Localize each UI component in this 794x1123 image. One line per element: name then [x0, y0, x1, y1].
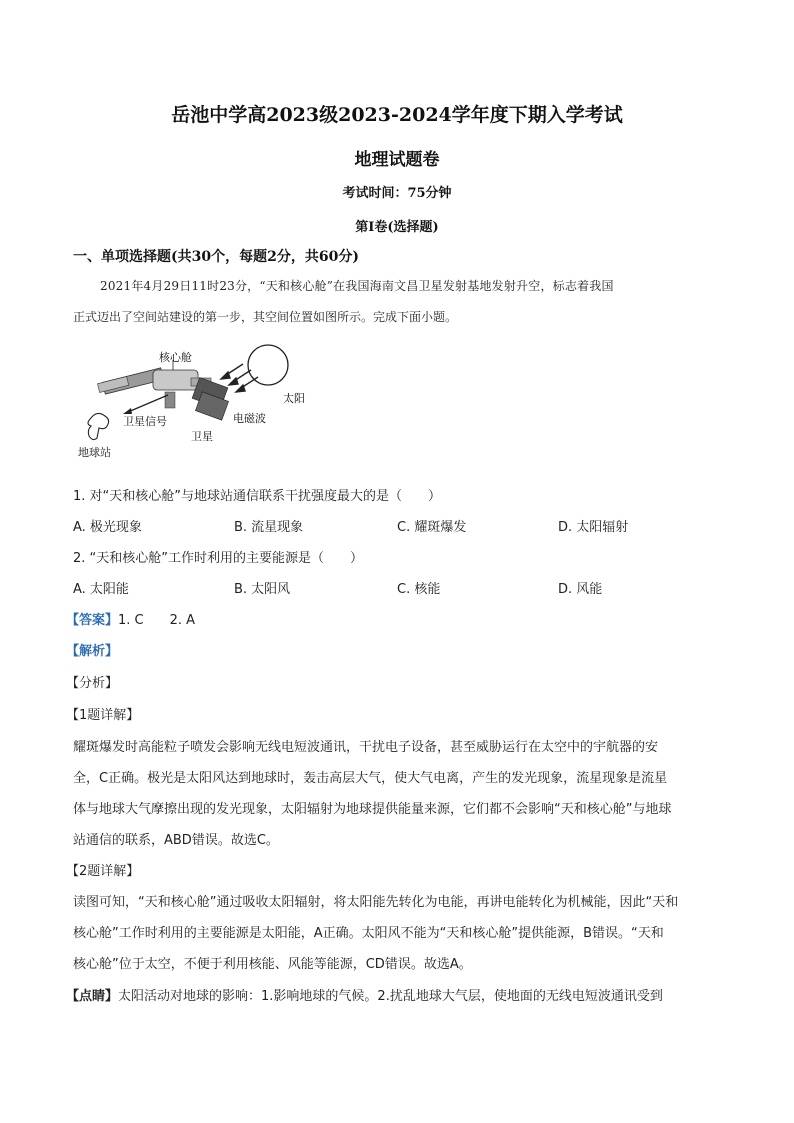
- q1-detail-line: 全，C正确。极光是太阳风达到地球时，轰击高层大气，使大气电离，产生的发光现象，流星现象是流星: [73, 771, 668, 786]
- q1-option-a: A. 极光现象: [73, 520, 142, 535]
- tip-text: 太阳活动对地球的影响：1.影响地球的气候。2.扰乱地球大气层，使地面的无线电短波通讯受到: [118, 989, 663, 1004]
- page-title: 岳池中学高2023级2023-2024学年度下期入学考试: [171, 104, 623, 126]
- label-ground-station: 地球站: [78, 446, 111, 459]
- q2-option-b: B. 太阳风: [234, 582, 291, 597]
- label-sun: 太阳: [283, 392, 305, 405]
- fenxi-label: 【分析】: [66, 676, 119, 691]
- q1-option-c: C. 耀斑爆发: [397, 520, 467, 535]
- q1-detail-line: 站通信的联系，ABD错误。故选C。: [73, 833, 279, 848]
- label-satellite-signal: 卫星信号: [123, 415, 167, 428]
- q2-detail-line: 核心舱”位于太空，不便于利用核能、风能等能源，CD错误。故选A。: [73, 957, 472, 972]
- intro-line-2: 正式迈出了空间站建设的第一步，其空间位置如图所示。完成下面小题。: [73, 310, 458, 324]
- q1-option-b: B. 流星现象: [234, 520, 304, 535]
- ground-station-icon: [88, 413, 109, 439]
- label-satellite: 卫星: [191, 430, 213, 443]
- q1-detail-heading: 【1题详解】: [66, 708, 140, 723]
- answer-block: [66, 609, 195, 628]
- question-1-stem: 1. 对“天和核心舱”与地球站通信联系干扰强度最大的是（ ）: [73, 489, 442, 504]
- answer-text: 1. C 2. A: [118, 613, 196, 628]
- label-em-wave: 电磁波: [233, 412, 266, 425]
- q1-detail-line: 体与地球大气摩擦出现的发光现象，太阳辐射为地球提供能量来源，它们都不会影响“天和核心舱”与地球: [73, 802, 672, 817]
- q1-detail-line: 耀斑爆发时高能粒子喷发会影响无线电短波通讯，干扰电子设备，甚至威胁运行在太空中的宇航器的安: [73, 740, 659, 755]
- q1-option-d: D. 太阳辐射: [558, 520, 629, 535]
- space-station-figure: [73, 340, 343, 470]
- q2-detail-heading: 【2题详解】: [66, 864, 140, 879]
- volume-label: 第Ⅰ卷(选择题): [355, 220, 439, 235]
- question-2-stem: 2. “天和核心舱”工作时利用的主要能源是（ ）: [73, 551, 364, 566]
- tip-block: [66, 985, 663, 1004]
- intro-line-1: 2021年4月29日11时23分，“天和核心舱”在我国海南文昌卫星发射基地发射升空，标志着我国: [100, 279, 614, 293]
- jiexi-label: 【解析】: [66, 644, 119, 659]
- label-core-module: 核心舱: [159, 351, 192, 364]
- q2-detail-line: 读图可知，“天和核心舱”通过吸收太阳辐射，将太阳能先转化为电能，再讲电能转化为机械能，因此“天和: [73, 895, 679, 910]
- q2-option-d: D. 风能: [558, 582, 603, 597]
- q2-option-c: C. 核能: [397, 582, 441, 597]
- exam-time: 考试时间：75分钟: [342, 186, 452, 201]
- answer-label: 【答案】: [66, 613, 119, 628]
- section-title: 一、单项选择题(共30个，每题2分，共60分): [73, 249, 359, 265]
- tip-label: 【点睛】: [66, 989, 119, 1004]
- q2-detail-line: 核心舱”工作时利用的主要能源是太阳能，A正确。太阳风不能为“天和核心舱”提供能源，B错误。“天和: [73, 926, 664, 941]
- core-module-icon: [97, 360, 228, 420]
- page-subtitle: 地理试题卷: [354, 150, 440, 170]
- q2-option-a: A. 太阳能: [73, 582, 129, 597]
